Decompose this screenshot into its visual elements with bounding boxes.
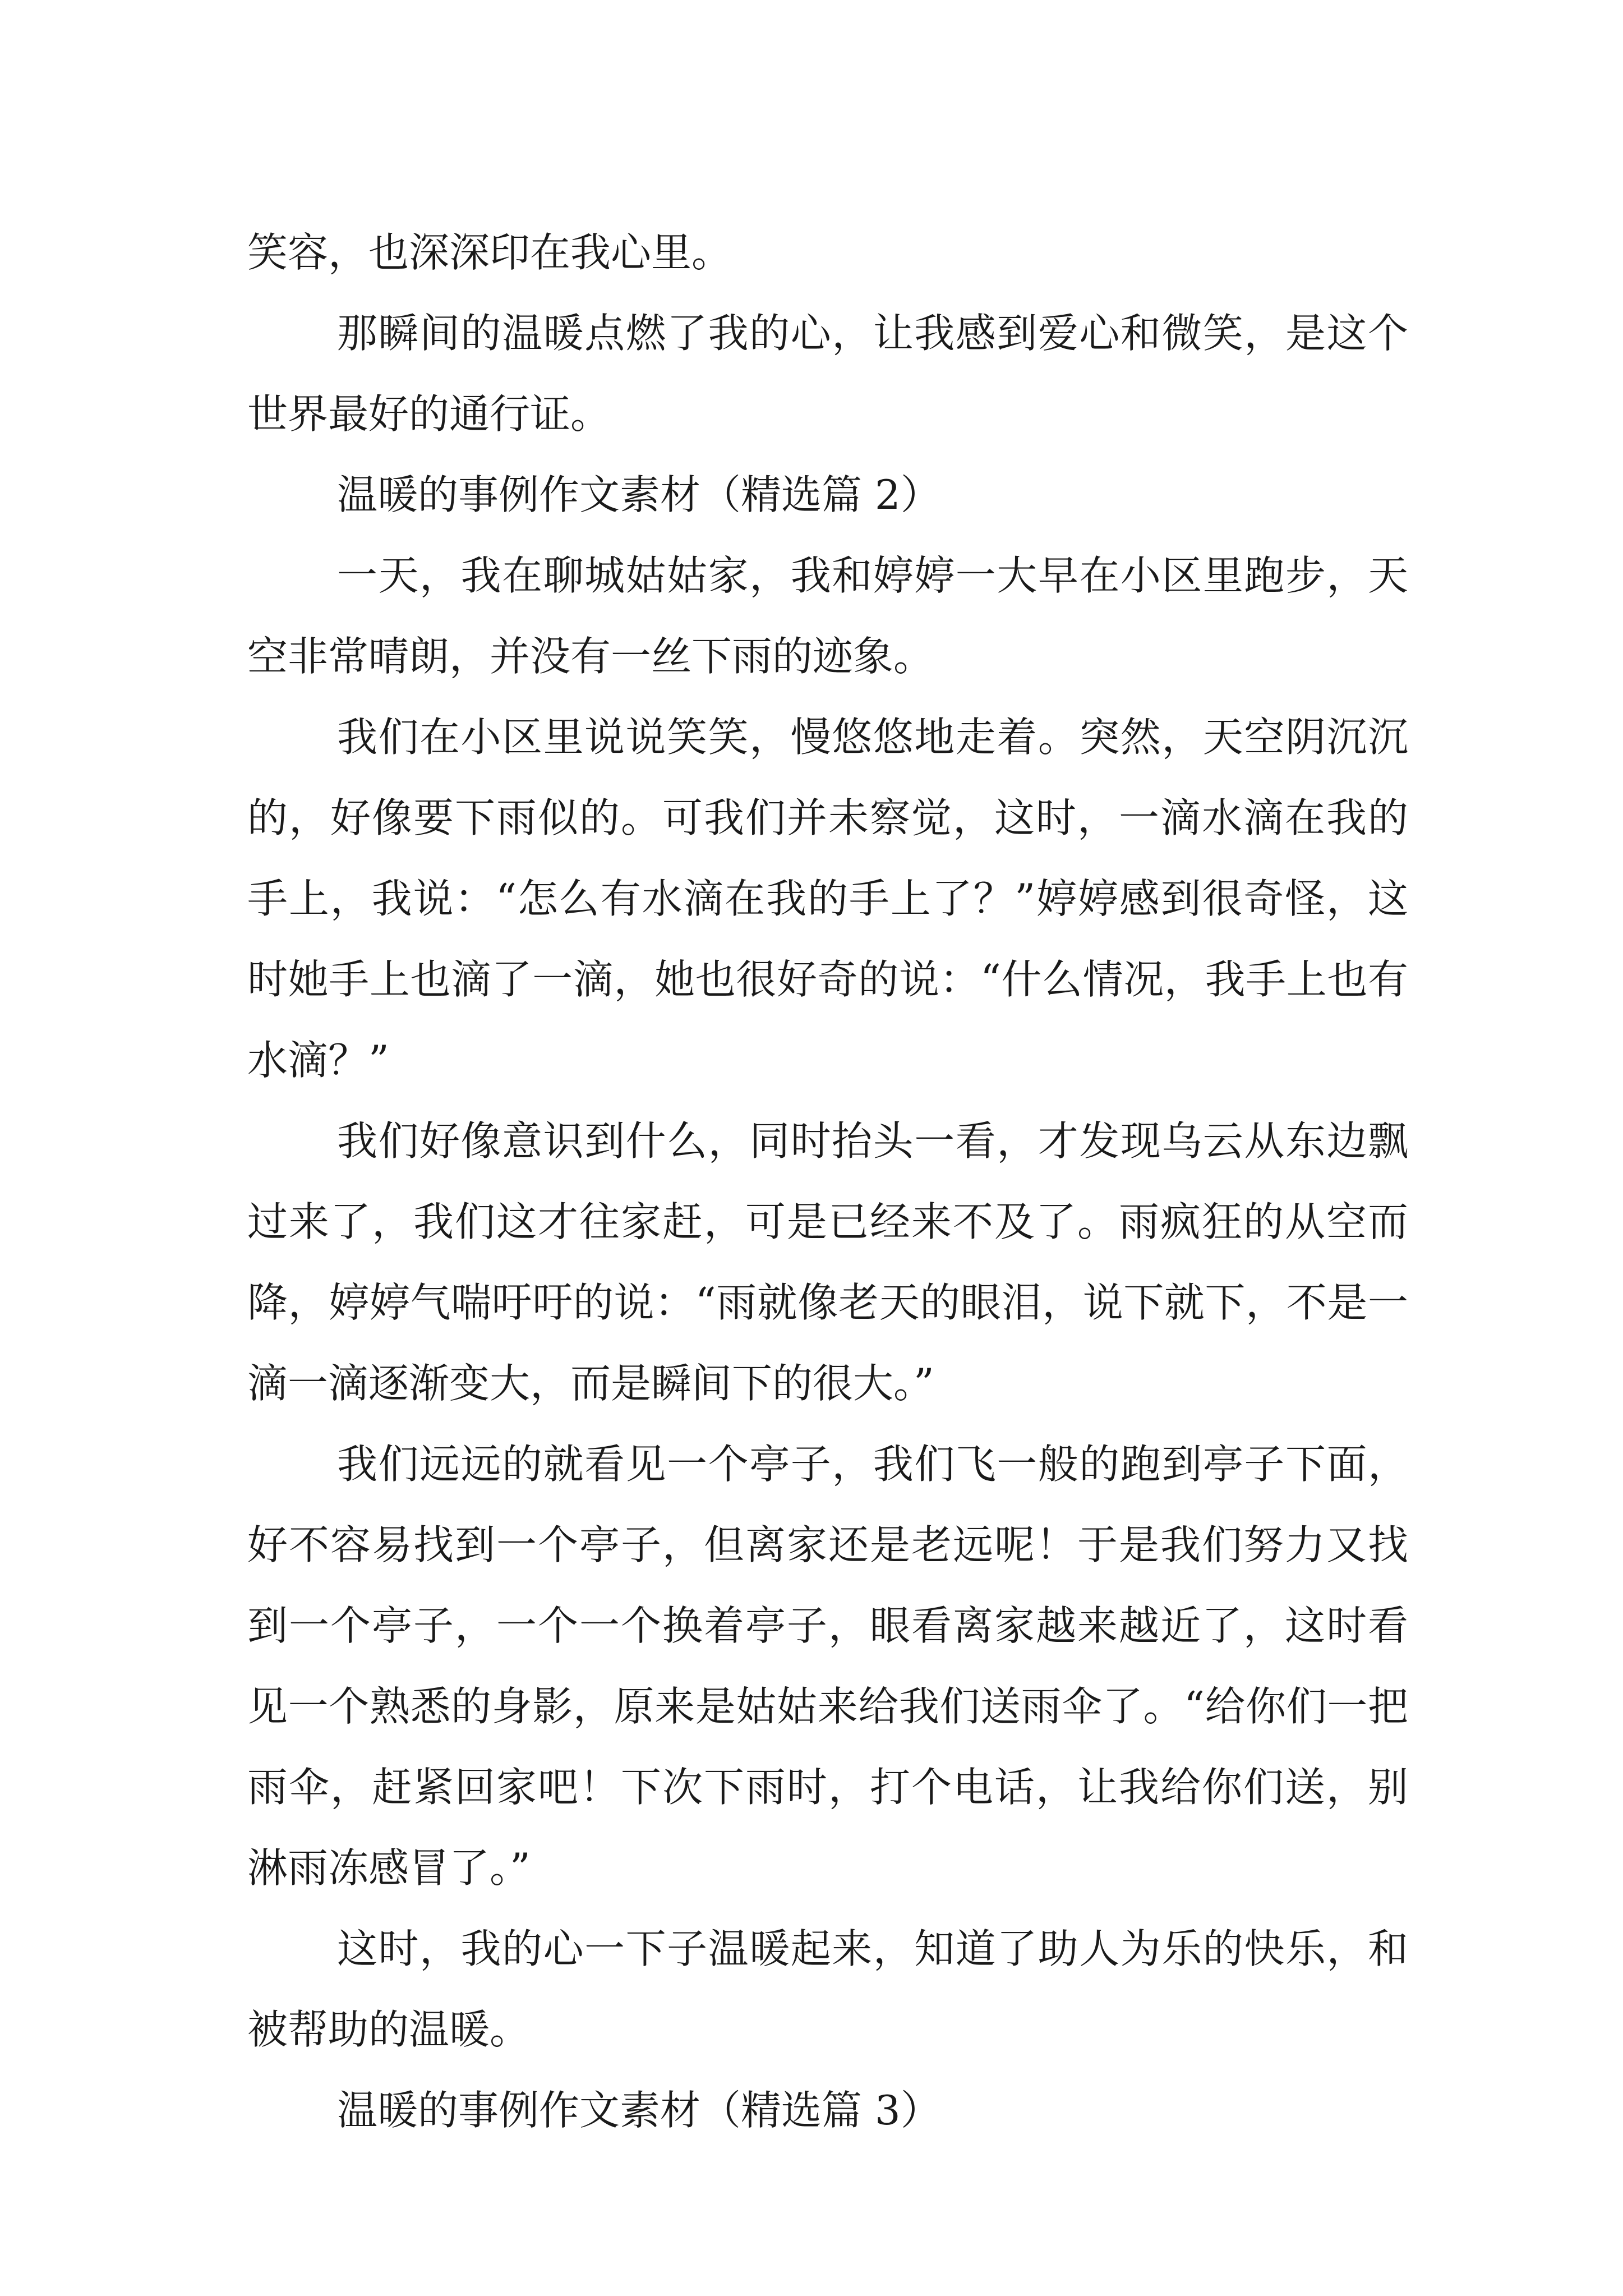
paragraph: 我们好像意识到什么，同时抬头一看，才发现乌云从东边飘过来了，我们这才往家赶，可是已经来不及了。雨疯狂的从空而降，婷婷气喘吁吁的说：“雨就像老天的眼泪，说下就下，不是一滴一滴逐渐变大，而是瞬间下的很大。” — [247, 1117, 1408, 1407]
document-body — [247, 212, 1408, 2151]
section-heading-3: 温暖的事例作文素材（精选篇 3） — [337, 2087, 941, 2134]
paragraph: 我们远远的就看见一个亭子，我们飞一般的跑到亭子下面，好不容易找到一个亭子，但离家还是老远呢！于是我们努力又找到一个亭子，一个一个换着亭子，眼看离家越来越近了，这时看见一个熟悉的身影，原来是姑姑来给我们送雨伞了。“给你们一把雨伞，赶紧回家吧！下次下雨时，打个电话，让我给你们送，别淋雨冻感冒了。” — [247, 1441, 1408, 1892]
paragraph: 一天，我在聊城姑姑家，我和婷婷一大早在小区里跑步，天空非常晴朗，并没有一丝下雨的迹象。 — [247, 552, 1408, 680]
section-heading-2: 温暖的事例作文素材（精选篇 2） — [337, 471, 941, 518]
paragraph: 我们在小区里说说笑笑，慢悠悠地走着。突然，天空阴沉沉的，好像要下雨似的。可我们并未察觉，这时，一滴水滴在我的手上，我说：“怎么有水滴在我的手上了？”婷婷感到很奇怪，这时她手上也滴了一滴，她也很好奇的说：“什么情况，我手上也有水滴？” — [247, 714, 1408, 1084]
paragraph: 这时，我的心一下子温暖起来，知道了助人为乐的快乐，和被帮助的温暖。 — [247, 1925, 1408, 2053]
paragraph: 那瞬间的温暖点燃了我的心，让我感到爱心和微笑，是这个世界最好的通行证。 — [247, 310, 1408, 438]
paragraph-continuation: 笑容，也深深印在我心里。 — [247, 229, 732, 276]
